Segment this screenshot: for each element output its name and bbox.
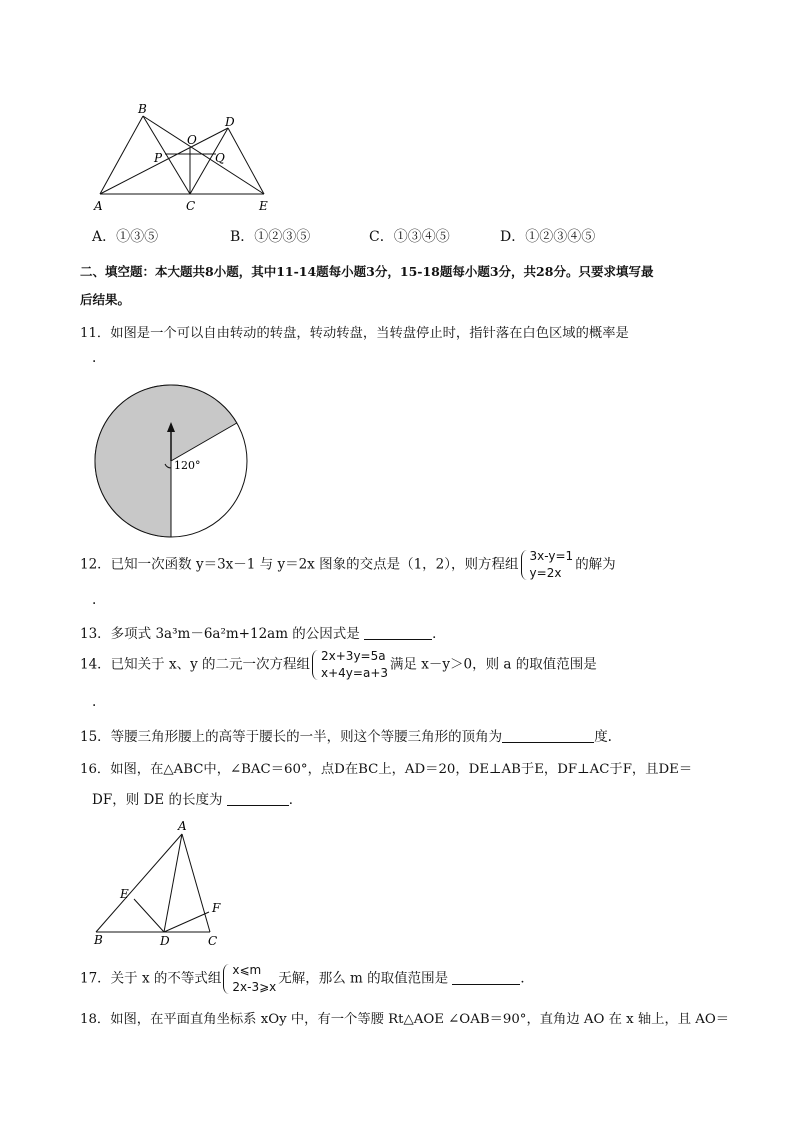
question-18: 18．如图，在平面直角坐标系 xOy 中，有一个等腰 Rt△AOE ∠OAB＝90°，直角边 AO 在 x 轴上，且 AO＝ xyxy=(80,1012,730,1027)
spinner-figure xyxy=(90,380,256,546)
equation-system-12: 3x-y=1 y=2x xyxy=(521,548,574,582)
option-a[interactable]: A．①③⑤ xyxy=(92,229,159,245)
angle-label-120: 120° xyxy=(174,459,201,472)
question-16-cont: DF，则 DE 的长度为 ． xyxy=(92,792,303,808)
label-B: B xyxy=(138,102,147,116)
answer-blank-16[interactable] xyxy=(227,792,289,806)
label-E: E xyxy=(259,199,268,213)
question-15: 15．等腰三角形腰上的高等于腰长的一半，则这个等腰三角形的顶角为 度. xyxy=(80,729,612,745)
label-Q: Q xyxy=(215,151,225,165)
question-13: 13．多项式 3a³m－6a²m+12am 的公因式是 ． xyxy=(80,626,446,642)
geometry-figure-top xyxy=(88,100,278,214)
label-B-16: B xyxy=(94,933,103,947)
option-b[interactable]: B．①②③⑤ xyxy=(230,229,311,245)
label-E-16: E xyxy=(120,887,129,901)
question-12-cont: . xyxy=(92,592,97,608)
label-F-16: F xyxy=(212,901,221,915)
inequality-system-17: x⩽m 2x-3⩾x xyxy=(223,962,276,996)
label-D: D xyxy=(225,115,235,129)
section-2-header: 二、填空题：本大题共8小题，其中11-14题每小题3分，15-18题每小题3分，共28分。只要求填写最 xyxy=(80,264,654,279)
section-2-header-cont: 后结果。 xyxy=(80,292,131,307)
question-11-cont: . xyxy=(92,350,97,366)
label-A-16: A xyxy=(178,819,187,833)
label-D-16: D xyxy=(160,934,170,948)
option-c[interactable]: C．①③④⑤ xyxy=(369,229,450,245)
option-d[interactable]: D．①②③④⑤ xyxy=(500,229,596,245)
question-17: 17．关于 x 的不等式组 x⩽m 2x-3⩾x 无解，那么 m 的取值范围是 ． xyxy=(80,963,534,994)
triangle-figure-16 xyxy=(88,818,238,948)
label-P: P xyxy=(154,151,163,165)
question-11: 11．如图是一个可以自由转动的转盘，转动转盘，当转盘停止时，指针落在白色区域的概率是 xyxy=(80,326,629,341)
answer-blank-17[interactable] xyxy=(452,971,520,985)
label-C: C xyxy=(186,199,196,213)
question-14-cont: . xyxy=(92,694,97,710)
question-12: 12．已知一次函数 y＝3x－1 与 y＝2x 图象的交点是（1，2），则方程组 3x-y=1 y=2x 的解为 xyxy=(80,549,616,580)
label-C-16: C xyxy=(208,934,218,948)
question-14: 14．已知关于 x、y 的二元一次方程组 2x+3y=5a x+4y=a+3 满足 x－y＞0，则 a 的取值范围是 xyxy=(80,649,597,680)
question-16: 16．如图，在△ABC中，∠BAC＝60°，点D在BC上，AD＝20，DE⊥AB于E，DF⊥AC于F，且DE＝ xyxy=(80,762,693,777)
equation-system-14: 2x+3y=5a x+4y=a+3 xyxy=(312,648,388,682)
answer-blank-13[interactable] xyxy=(364,626,432,640)
label-A: A xyxy=(94,199,103,213)
answer-blank-15[interactable] xyxy=(502,729,594,743)
label-O: O xyxy=(187,133,197,147)
